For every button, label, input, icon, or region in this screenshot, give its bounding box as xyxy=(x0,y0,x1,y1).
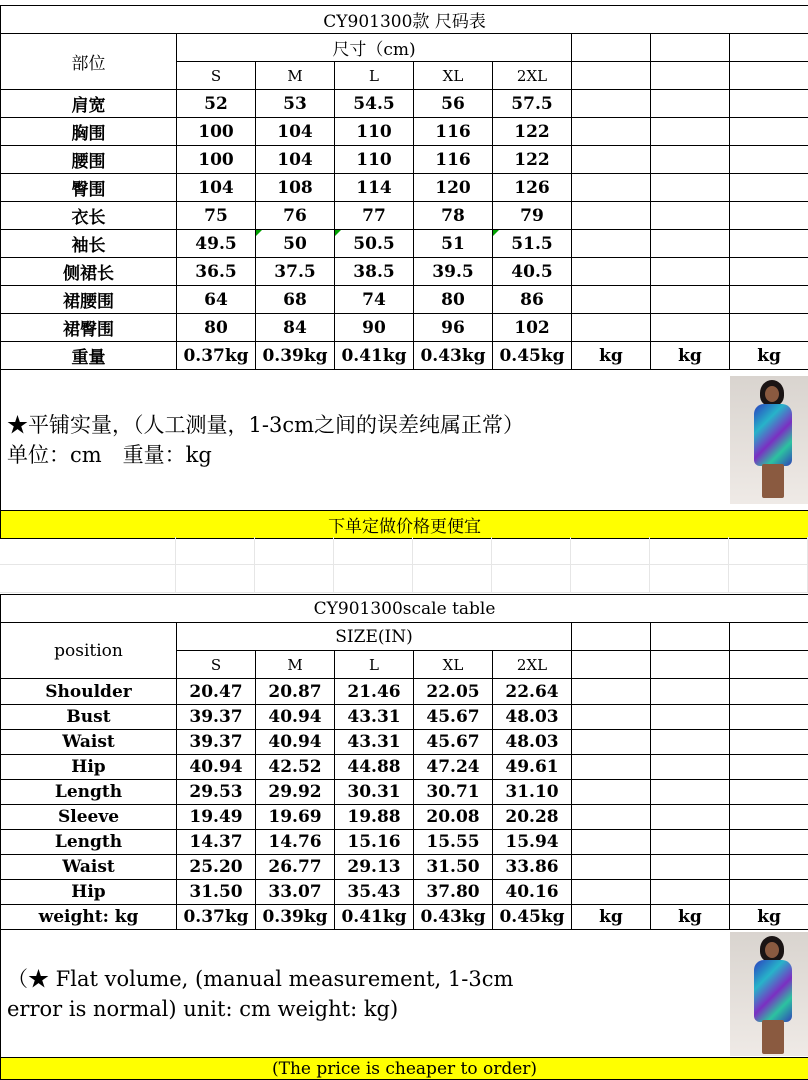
value-cell: 20.47 xyxy=(177,679,256,705)
empty-cell xyxy=(730,34,808,62)
value-cell: 20.08 xyxy=(414,805,493,830)
size-header-cell: L xyxy=(335,62,414,90)
value-cell xyxy=(572,146,651,174)
value-cell xyxy=(651,855,730,880)
value-cell: 110 xyxy=(335,118,414,146)
value-cell: 43.31 xyxy=(335,730,414,755)
table-row xyxy=(1,230,808,258)
value-cell xyxy=(730,780,808,805)
row-label: Waist xyxy=(1,855,177,880)
table-row xyxy=(1,90,808,118)
size-header-cell xyxy=(730,651,808,679)
value-cell: 33.07 xyxy=(256,880,335,905)
value-cell xyxy=(730,230,808,258)
size-unit-header: 尺寸（cm) xyxy=(177,34,572,62)
row-label: 侧裙长 xyxy=(1,258,177,286)
value-cell: 0.37kg xyxy=(177,905,256,930)
value-cell: 49.5 xyxy=(177,230,256,258)
value-cell: 15.55 xyxy=(414,830,493,855)
value-cell: 43.31 xyxy=(335,705,414,730)
value-cell: 77 xyxy=(335,202,414,230)
value-cell: 80 xyxy=(414,286,493,314)
value-cell xyxy=(572,202,651,230)
value-cell: kg xyxy=(651,905,730,930)
value-cell: 114 xyxy=(335,174,414,202)
value-cell xyxy=(730,855,808,880)
row-label: 裙臀围 xyxy=(1,314,177,342)
value-cell: 75 xyxy=(177,202,256,230)
value-cell: kg xyxy=(572,342,651,370)
value-text: 50.5 xyxy=(353,233,395,254)
table-row xyxy=(1,905,808,930)
value-cell: 19.49 xyxy=(177,805,256,830)
value-cell: 90 xyxy=(335,314,414,342)
value-cell xyxy=(651,679,730,705)
value-cell xyxy=(572,880,651,905)
value-cell xyxy=(730,118,808,146)
row-label: Sleeve xyxy=(1,805,177,830)
row-label: 肩宽 xyxy=(1,90,177,118)
table-row xyxy=(1,286,808,314)
value-cell: 0.39kg xyxy=(256,342,335,370)
value-cell xyxy=(572,705,651,730)
value-cell xyxy=(256,230,335,258)
value-cell: 31.10 xyxy=(493,780,572,805)
value-cell: 42.52 xyxy=(256,755,335,780)
value-cell: 79 xyxy=(493,202,572,230)
value-cell: 44.88 xyxy=(335,755,414,780)
value-cell: 84 xyxy=(256,314,335,342)
row-label: 腰围 xyxy=(1,146,177,174)
value-cell xyxy=(651,314,730,342)
value-cell xyxy=(651,780,730,805)
value-cell: 54.5 xyxy=(335,90,414,118)
value-text: 50 xyxy=(283,233,307,254)
value-cell: kg xyxy=(651,342,730,370)
value-cell xyxy=(730,755,808,780)
value-cell xyxy=(730,830,808,855)
value-cell: 0.37kg xyxy=(177,342,256,370)
size-header-cell: S xyxy=(177,62,256,90)
value-cell: 0.45kg xyxy=(493,905,572,930)
value-cell xyxy=(651,880,730,905)
value-cell: 74 xyxy=(335,286,414,314)
table-title: CY901300scale table xyxy=(1,595,808,623)
value-cell: 102 xyxy=(493,314,572,342)
empty-cell xyxy=(651,623,730,651)
table-row xyxy=(1,679,808,705)
value-cell: 19.69 xyxy=(256,805,335,830)
table-row xyxy=(1,146,808,174)
value-cell: kg xyxy=(730,905,808,930)
value-cell: 15.94 xyxy=(493,830,572,855)
value-cell: 40.5 xyxy=(493,258,572,286)
value-cell xyxy=(572,780,651,805)
note-line-1: （★ Flat volume, (manual measurement, 1-3cm xyxy=(7,966,514,991)
value-cell: 22.05 xyxy=(414,679,493,705)
size-header-cell: M xyxy=(256,62,335,90)
row-label: Bust xyxy=(1,705,177,730)
table-row xyxy=(1,342,808,370)
size-unit-header: SIZE(IN) xyxy=(177,623,572,651)
size-header-cell: 2XL xyxy=(493,62,572,90)
table-row xyxy=(1,202,808,230)
measurement-note xyxy=(1,370,730,511)
row-label: Hip xyxy=(1,755,177,780)
empty-cell xyxy=(572,34,651,62)
value-cell: 51 xyxy=(414,230,493,258)
value-cell: 37.5 xyxy=(256,258,335,286)
value-cell xyxy=(572,730,651,755)
value-cell xyxy=(572,118,651,146)
value-cell: 116 xyxy=(414,146,493,174)
size-header-cell xyxy=(572,62,651,90)
value-cell xyxy=(730,805,808,830)
value-text: 51.5 xyxy=(511,233,553,254)
value-cell: kg xyxy=(572,905,651,930)
value-cell: 45.67 xyxy=(414,705,493,730)
product-photo xyxy=(730,376,808,504)
size-header-cell: S xyxy=(177,651,256,679)
table-row xyxy=(1,705,808,730)
value-cell: 39.5 xyxy=(414,258,493,286)
value-cell: 116 xyxy=(414,118,493,146)
cell-indicator-icon xyxy=(335,230,341,236)
empty-cell xyxy=(730,623,808,651)
note-line-2: 单位：cm 重量：kg xyxy=(7,443,212,467)
table-row xyxy=(1,805,808,830)
size-header-cell xyxy=(651,62,730,90)
product-photo-cell xyxy=(730,370,808,511)
position-header: 部位 xyxy=(1,34,177,90)
value-cell: 53 xyxy=(256,90,335,118)
measurement-note xyxy=(1,930,730,1058)
value-cell: 29.92 xyxy=(256,780,335,805)
size-header-cell: L xyxy=(335,651,414,679)
value-cell: 20.87 xyxy=(256,679,335,705)
size-header-cell xyxy=(651,651,730,679)
value-cell: 52 xyxy=(177,90,256,118)
value-cell xyxy=(730,258,808,286)
value-cell: 0.43kg xyxy=(414,342,493,370)
value-cell xyxy=(651,174,730,202)
price-banner: 下单定做价格更便宜 xyxy=(1,511,808,539)
value-cell xyxy=(572,755,651,780)
value-cell xyxy=(572,174,651,202)
value-cell xyxy=(572,805,651,830)
value-cell xyxy=(651,146,730,174)
value-cell: 35.43 xyxy=(335,880,414,905)
product-photo xyxy=(730,932,808,1056)
value-cell xyxy=(730,90,808,118)
row-label: 裙腰围 xyxy=(1,286,177,314)
value-cell xyxy=(730,174,808,202)
value-cell: 45.67 xyxy=(414,730,493,755)
value-cell: kg xyxy=(730,342,808,370)
row-label: Length xyxy=(1,830,177,855)
value-cell xyxy=(572,286,651,314)
table-row xyxy=(1,880,808,905)
value-cell: 122 xyxy=(493,146,572,174)
table-row xyxy=(1,258,808,286)
value-cell xyxy=(651,730,730,755)
row-label: 重量 xyxy=(1,342,177,370)
value-cell: 39.37 xyxy=(177,705,256,730)
value-cell xyxy=(730,705,808,730)
size-header-cell: XL xyxy=(414,651,493,679)
size-header-cell: 2XL xyxy=(493,651,572,679)
value-cell: 38.5 xyxy=(335,258,414,286)
value-cell xyxy=(730,146,808,174)
size-header-cell xyxy=(572,651,651,679)
value-cell xyxy=(572,679,651,705)
value-cell: 57.5 xyxy=(493,90,572,118)
value-cell: 108 xyxy=(256,174,335,202)
value-cell: 30.31 xyxy=(335,780,414,805)
value-cell: 100 xyxy=(177,118,256,146)
value-cell: 104 xyxy=(256,118,335,146)
table-row xyxy=(1,830,808,855)
value-cell xyxy=(493,230,572,258)
value-cell xyxy=(572,90,651,118)
value-cell: 49.61 xyxy=(493,755,572,780)
row-label: Length xyxy=(1,780,177,805)
row-label: Waist xyxy=(1,730,177,755)
row-label: 衣长 xyxy=(1,202,177,230)
price-banner: (The price is cheaper to order) xyxy=(1,1058,808,1080)
size-header-cell: M xyxy=(256,651,335,679)
value-cell: 26.77 xyxy=(256,855,335,880)
cell-indicator-icon xyxy=(256,230,262,236)
value-cell xyxy=(651,90,730,118)
empty-cell xyxy=(572,623,651,651)
table-row xyxy=(1,730,808,755)
value-cell xyxy=(651,830,730,855)
row-label: weight: kg xyxy=(1,905,177,930)
value-cell xyxy=(730,880,808,905)
table-row xyxy=(1,118,808,146)
value-cell: 48.03 xyxy=(493,705,572,730)
value-cell: 47.24 xyxy=(414,755,493,780)
value-cell: 40.94 xyxy=(256,705,335,730)
table-row xyxy=(1,314,808,342)
note-line-2: error is normal) unit: cm weight: kg) xyxy=(7,996,399,1021)
value-cell: 0.43kg xyxy=(414,905,493,930)
value-cell: 104 xyxy=(256,146,335,174)
value-cell: 110 xyxy=(335,146,414,174)
value-cell: 30.71 xyxy=(414,780,493,805)
table-row xyxy=(1,174,808,202)
value-cell: 100 xyxy=(177,146,256,174)
value-cell: 0.41kg xyxy=(335,342,414,370)
note-line-1: ★平铺实量，（人工测量，1-3cm之间的误差纯属正常） xyxy=(7,413,524,437)
table-row xyxy=(1,755,808,780)
value-cell xyxy=(730,202,808,230)
value-cell: 80 xyxy=(177,314,256,342)
value-cell: 64 xyxy=(177,286,256,314)
value-cell: 122 xyxy=(493,118,572,146)
value-cell: 21.46 xyxy=(335,679,414,705)
value-cell xyxy=(730,679,808,705)
value-cell xyxy=(730,314,808,342)
value-cell xyxy=(651,258,730,286)
size-header-cell: XL xyxy=(414,62,493,90)
value-cell xyxy=(572,855,651,880)
value-cell: 19.88 xyxy=(335,805,414,830)
row-label: Hip xyxy=(1,880,177,905)
value-cell xyxy=(651,805,730,830)
value-cell xyxy=(730,730,808,755)
size-chart-table-en xyxy=(0,594,808,1080)
value-cell: 39.37 xyxy=(177,730,256,755)
value-cell: 40.16 xyxy=(493,880,572,905)
value-cell xyxy=(651,118,730,146)
value-cell: 37.80 xyxy=(414,880,493,905)
value-cell: 96 xyxy=(414,314,493,342)
value-cell: 68 xyxy=(256,286,335,314)
table-row xyxy=(1,855,808,880)
value-cell: 36.5 xyxy=(177,258,256,286)
cell-indicator-icon xyxy=(493,230,499,236)
value-cell xyxy=(730,286,808,314)
row-label: 袖长 xyxy=(1,230,177,258)
value-cell: 0.45kg xyxy=(493,342,572,370)
size-chart-table-cn xyxy=(0,5,808,539)
value-cell: 120 xyxy=(414,174,493,202)
value-cell: 78 xyxy=(414,202,493,230)
value-cell xyxy=(651,755,730,780)
value-cell: 86 xyxy=(493,286,572,314)
value-cell: 40.94 xyxy=(177,755,256,780)
position-header: position xyxy=(1,623,177,679)
product-photo-cell xyxy=(730,930,808,1058)
value-cell: 22.64 xyxy=(493,679,572,705)
value-cell: 29.13 xyxy=(335,855,414,880)
value-cell xyxy=(572,830,651,855)
value-cell: 56 xyxy=(414,90,493,118)
value-cell: 20.28 xyxy=(493,805,572,830)
value-cell xyxy=(572,230,651,258)
value-cell: 31.50 xyxy=(414,855,493,880)
value-cell xyxy=(572,314,651,342)
value-cell: 29.53 xyxy=(177,780,256,805)
value-cell: 104 xyxy=(177,174,256,202)
value-cell xyxy=(335,230,414,258)
value-cell: 31.50 xyxy=(177,880,256,905)
value-cell: 48.03 xyxy=(493,730,572,755)
value-cell: 126 xyxy=(493,174,572,202)
value-cell: 33.86 xyxy=(493,855,572,880)
value-cell xyxy=(651,286,730,314)
value-cell xyxy=(651,230,730,258)
value-cell: 0.41kg xyxy=(335,905,414,930)
value-cell xyxy=(572,258,651,286)
row-label: 臀围 xyxy=(1,174,177,202)
size-header-cell xyxy=(730,62,808,90)
table-row xyxy=(1,780,808,805)
empty-cell xyxy=(651,34,730,62)
value-cell: 25.20 xyxy=(177,855,256,880)
value-cell: 0.39kg xyxy=(256,905,335,930)
value-cell xyxy=(651,705,730,730)
table-title: CY901300款 尺码表 xyxy=(1,6,808,34)
value-cell: 76 xyxy=(256,202,335,230)
spreadsheet-gap xyxy=(0,537,808,593)
value-cell: 14.76 xyxy=(256,830,335,855)
value-cell: 14.37 xyxy=(177,830,256,855)
value-cell: 15.16 xyxy=(335,830,414,855)
row-label: 胸围 xyxy=(1,118,177,146)
value-cell xyxy=(651,202,730,230)
row-label: Shoulder xyxy=(1,679,177,705)
value-cell: 40.94 xyxy=(256,730,335,755)
